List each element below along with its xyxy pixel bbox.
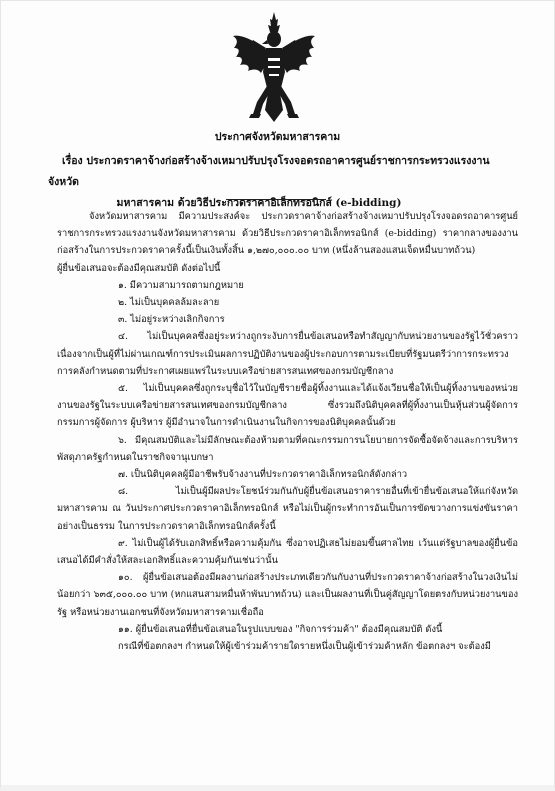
qualification-item-5: ๕. ไม่เป็นบุคคลซึ่งถูกระบุชื่อไว้ในบัญชีรายชื่อผู้ทิ้งงานและได้แจ้งเวียนชื่อให้เป็นผู้ทิ้งงานของหน่วยงานของรัฐในระบบเครือข่ายสารสนเทศของกรมบัญชีกลาง ซึ่งรวมถึงนิติบุคคลที่ผู้ทิ้งงานเป็นหุ้นส่วนผู้จัดการ กรรมการผู้จัดการ ผู้บริหาร ผู้มีอำนาจในการดำเนินงานในกิจการของนิติบุคคลนั้นด้วย [57, 383, 518, 429]
subject-block [48, 151, 518, 214]
qualification-item-7: ๗. เป็นนิติบุคคลผู้มีอาชีพรับจ้างงานที่ประกวดราคาอิเล็กทรอนิกส์ดังกล่าว [118, 469, 408, 481]
title-divider [226, 199, 326, 200]
qualification-item-3: ๓. ไม่อยู่ระหว่างเลิกกิจการ [118, 314, 225, 326]
qualification-item-1: ๑. มีความสามารถตามกฎหมาย [118, 279, 244, 291]
qualification-item-4: ๔. ไม่เป็นบุคคลซึ่งอยู่ระหว่างถูกระงับการยื่นข้อเสนอหรือทำสัญญากับหน่วยงานของรัฐไว้ชั่วคราว เนื่องจากเป็นผู้ที่ไม่ผ่านเกณฑ์การประเมินผลการปฏิบัติงานของผู้ประกอบการตามระเบียบที่รัฐมนตรีว่าการกระทรวงการคลังกำหนดตามที่ประกาศเผยแพร่ในระบบเครือข่ายสารสนเทศของกรมบัญชีกลาง [57, 331, 518, 377]
qualification-item-6: ๖. มีคุณสมบัติและไม่มีลักษณะต้องห้ามตามที่คณะกรรมการนโยบายการจัดซื้อจัดจ้างและการบริหารพัสดุภาครัฐกำหนดในราชกิจจานุเบกษา [57, 434, 518, 463]
qualification-item-8: ๘. ไม่เป็นผู้มีผลประโยชน์ร่วมกันกับผู้ยื่นข้อเสนอราคารายอื่นที่เข้ายื่นข้อเสนอให้แก่จังหวัดมหาสารคาม ณ วันประกาศประกวดราคาอิเล็กทรอนิกส์ หรือไม่เป็นผู้กระทำการอันเป็นการขัดขวางการแข่งขันราคาอย่างเป็นธรรม ในการประกวดราคาอิเล็กทรอนิกส์ครั้งนี้ [57, 486, 518, 532]
subject-line-1: ประกวดราคาจ้างก่อสร้างจ้างเหมาปรับปรุงโรงจอดรถอาคารศูนย์ราชการกระทรวงแรงงานจังหวัด [48, 155, 490, 188]
garuda-emblem-icon [231, 10, 317, 128]
document-body [57, 208, 518, 655]
qualification-item-11: ๑๑. ผู้ยื่นข้อเสนอที่ยื่นข้อเสนอในรูปแบบของ "กิจการร่วมค้า" ต้องมีคุณสมบัติ ดังนี้ [118, 623, 443, 635]
qualification-lead: ผู้ยื่นข้อเสนอจะต้องมีคุณสมบัติ ดังต่อไปนี้ [57, 262, 221, 274]
qualification-item-2: ๒. ไม่เป็นบุคคลล้มละลาย [118, 297, 220, 309]
intro-paragraph: จังหวัดมหาสารคาม มีความประสงค์จะ ประกวดราคาจ้างก่อสร้างจ้างเหมาปรับปรุงโรงจอดรถอาคารศูนย์ราชการกระทรวงแรงงานจังหวัดมหาสารคาม ด้วยวิธีประกวดราคาอิเล็กทรอนิกส์ (e-bidding) ราคากลางของงานก่อสร้างในการประกวดราคาครั้งนี้เป็นเงินทั้งสิ้น ๑,๒๗๐,๐๐๐.๐๐ บาท (หนึ่งล้านสองแสนเจ็ดหมื่นบาทถ้วน) [57, 211, 518, 257]
subject-line-2: มหาสารคาม ด้วยวิธีประกวดราคาอิเล็กทรอนิกส์ (e-bidding) [116, 197, 402, 209]
joint-venture-clause: กรณีที่ข้อตกลงฯ กำหนดให้ผู้เข้าร่วมค้ารายใดรายหนึ่งเป็นผู้เข้าร่วมค้าหลัก ข้อตกลงฯ จะต้องมี [118, 641, 491, 653]
subject-label: เรื่อง [62, 155, 83, 167]
qualification-item-10: ๑๐. ผู้ยื่นข้อเสนอต้องมีผลงานก่อสร้างประเภทเดียวกันกับงานที่ประกวดราคาจ้างก่อสร้างในวงเงินไม่น้อยกว่า ๖๓๕,๐๐๐.๐๐ บาท (หกแสนสามหมื่นห้าพันบาทถ้วน) และเป็นผลงานที่เป็นคู่สัญญาโดยตรงกับหน่วยงานของรัฐ หรือหน่วยงานเอกชนที่จังหวัดมหาสารคามเชื่อถือ [57, 572, 518, 618]
qualification-item-9: ๙. ไม่เป็นผู้ได้รับเอกสิทธิ์หรือความคุ้มกัน ซึ่งอาจปฏิเสธไม่ยอมขึ้นศาลไทย เว้นแต่รัฐบาลของผู้ยื่นข้อเสนอได้มีคำสั่งให้สละเอกสิทธิ์และความคุ้มกันเช่นว่านั้น [57, 537, 518, 567]
announcement-title: ประกาศจังหวัดมหาสารคาม [214, 131, 341, 143]
